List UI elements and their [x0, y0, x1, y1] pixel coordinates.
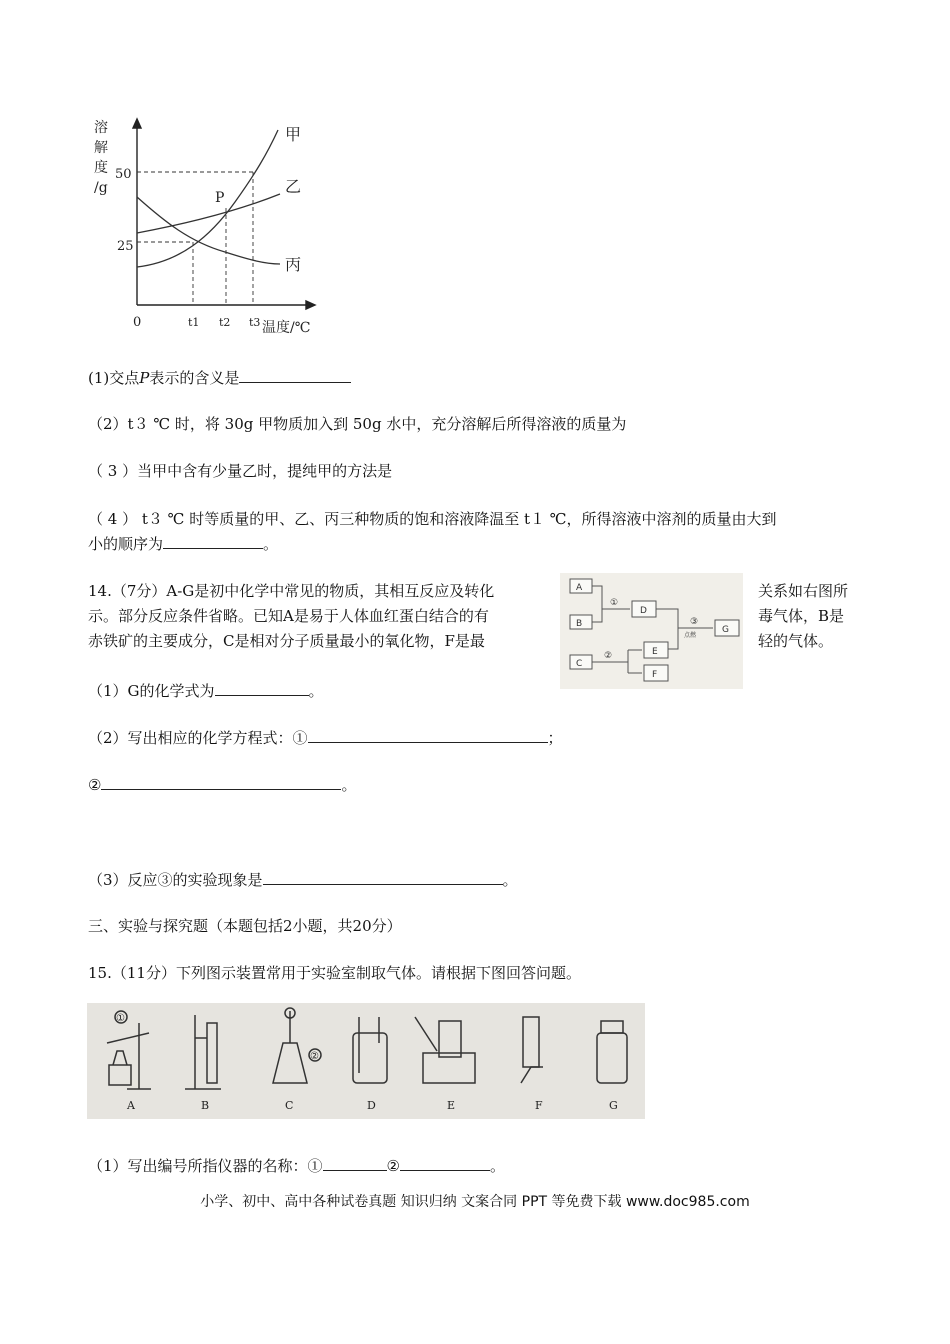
answer-blank[interactable] [215, 679, 309, 696]
q14-part3: （3）反应③的实验现象是 。 [88, 868, 518, 891]
x-axis-arrow [306, 301, 315, 309]
y-tick-50: 50 [115, 167, 132, 182]
answer-blank[interactable] [101, 773, 341, 790]
box-f-label: F [652, 670, 658, 680]
curve-bing [137, 197, 280, 264]
x-tick-t2: t2 [219, 316, 231, 329]
y-axis-label-3: 度 [94, 160, 108, 176]
q14-line2-right: 毒气体，B是 [758, 607, 845, 625]
box-d-label: D [640, 606, 647, 616]
curve-yi [137, 194, 280, 233]
marker-2: ② [310, 1051, 319, 1062]
q13-part4-line2: 小的顺序为 。 [88, 532, 278, 555]
q14-line3-right: 轻的气体。 [758, 632, 834, 650]
apparatus-label-g: G [609, 1099, 618, 1112]
lab-apparatus-figure [87, 1003, 645, 1119]
apparatus-label-e: E [447, 1099, 456, 1112]
y-axis-label-1: 溶 [94, 120, 108, 136]
series-label-bing: 丙 [285, 255, 302, 274]
y-tick-25: 25 [117, 239, 134, 254]
y-axis-arrow [133, 119, 141, 128]
point-p-label: P [215, 190, 225, 206]
apparatus-label-c: C [285, 1099, 294, 1112]
box-a-label: A [576, 583, 583, 593]
q14-line2: 示。部分反应条件省略。已知A是易于人体血红蛋白结合的有 [88, 607, 489, 625]
q15-line1: 15.（11分）下列图示装置常用于实验室制取气体。请根据下图回答问题。 [88, 964, 581, 982]
arrow-2-label: ② [604, 651, 613, 661]
series-label-yi: 乙 [285, 177, 302, 196]
section-3-heading: 三、实验与探究题（本题包括2小题，共20分） [88, 917, 402, 935]
q14-line1-right: 关系如右图所 [758, 582, 849, 600]
box-c-label: C [576, 659, 583, 669]
answer-blank[interactable] [308, 726, 548, 743]
origin-label: 0 [133, 315, 142, 330]
arrow-1-label: ① [610, 598, 619, 608]
q14-part2: （2）写出相应的化学方程式：① ； [88, 726, 563, 749]
solubility-graph [85, 112, 325, 342]
q14-line1: 14.（7分）A-G是初中化学中常见的物质，其相互反应及转化 [88, 582, 495, 600]
answer-blank[interactable] [323, 1154, 387, 1171]
apparatus-label-f: F [535, 1099, 543, 1112]
x-axis-label: 温度/℃ [262, 320, 311, 336]
box-e-label: E [652, 647, 658, 657]
arrow-3-label: ③ [690, 617, 699, 627]
answer-blank[interactable] [163, 532, 263, 549]
answer-blank[interactable] [263, 868, 503, 885]
apparatus-label-b: B [201, 1099, 210, 1112]
answer-blank[interactable] [400, 1154, 490, 1171]
x-tick-t3: t3 [249, 316, 261, 329]
q14-line3: 赤铁矿的主要成分，C是相对分子质量最小的氧化物，F是最 [88, 632, 485, 650]
box-g-label: G [722, 625, 729, 635]
x-tick-t1: t1 [188, 316, 200, 329]
marker-1: ① [116, 1013, 125, 1024]
box-b-label: B [576, 619, 583, 629]
q13-part2: （2）t３ ℃ 时，将 30g 甲物质加入到 50g 水中，充分溶解后所得溶液的质量为 [88, 415, 627, 433]
q13-part3: （ 3 ）当甲中含有少量乙时，提纯甲的方法是 [88, 462, 393, 480]
q14-part2b: ② 。 [88, 773, 356, 796]
series-label-jia: 甲 [285, 125, 302, 144]
reaction-flow-diagram [560, 573, 743, 689]
q15-part1: （1）写出编号所指仪器的名称：① ② 。 [88, 1154, 505, 1177]
y-axis-label-2: 解 [94, 140, 108, 156]
apparatus-label-d: D [367, 1099, 376, 1112]
y-axis-label-4: /g [94, 180, 108, 196]
apparatus-label-a: A [127, 1099, 135, 1112]
q14-part1: （1）G的化学式为 。 [88, 679, 324, 702]
q13-part4-line1: （ 4 ） t３ ℃ 时等质量的甲、乙、丙三种物质的饱和溶液降温至 t１ ℃，所得溶液中溶剂的质量由大到 [88, 510, 777, 528]
q13-part1: (1)交点P表示的含义是 [88, 366, 351, 389]
answer-blank[interactable] [239, 366, 351, 383]
condition-label: 点燃 [684, 632, 697, 639]
page-footer: 小学、初中、高中各种试卷真题 知识归纳 文案合同 PPT 等免费下载 www.doc985.com [200, 1194, 750, 1210]
